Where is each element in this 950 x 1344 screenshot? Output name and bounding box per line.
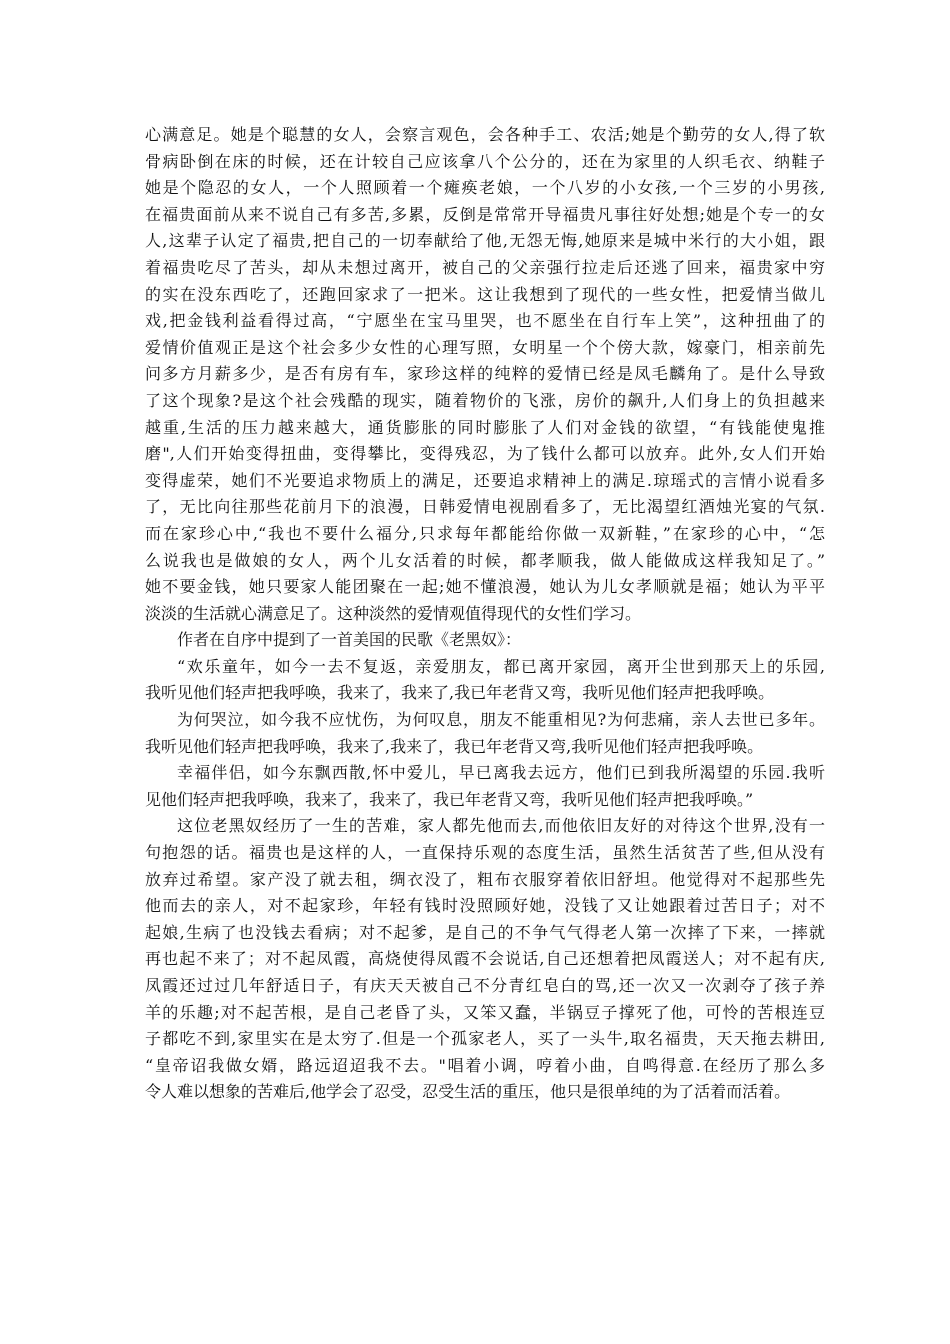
text-line: 变得虚荣，她们不光要追求物质上的满足，还要追求精神上的满足.琼瑶式的言情小说看多: [145, 470, 825, 490]
text-line: 再也起不来了；对不起凤霞，高烧使得凤霞不会说话,自己还想着把凤霞送人；对不起有庆,: [145, 949, 825, 969]
text-line: 为何哭泣，如今我不应忧伤，为何叹息，朋友不能重相见?为何悲痛，亲人去世已多年。: [177, 710, 825, 730]
text-line: 见他们轻声把我呼唤，我来了，我来了，我已年老背又弯，我听见他们轻声把我呼唤。”: [145, 789, 754, 809]
paragraph-5: [145, 760, 825, 813]
paragraph-4: [145, 707, 825, 760]
text-line: 心满意足。她是个聪慧的女人，会察言观色，会各种手工、农活;她是个勤劳的女人,得了软: [145, 125, 825, 144]
text-line: 令人难以想象的苦难后,他学会了忍受，忍受生活的重压，他只是很单纯的为了活着而活着。: [145, 1082, 791, 1102]
text-line: 在福贵面前从来不说自己有多苦,多累，反倒是常常开导福贵凡事往好处想;她是个专一的女: [145, 204, 825, 224]
text-line: 她不要金钱，她只要家人能团聚在一起;她不懂浪漫，她认为儿女孝顺就是福；她认为平平: [145, 577, 825, 597]
text-line: 起娘,生病了也没钱去看病；对不起爹，是自己的不争气气得老人第一次摔了下来，一摔就: [145, 922, 825, 942]
text-line: 放弃过希望。家产没了就去租，绸衣没了，粗布衣服穿着依旧舒坦。他觉得对不起那些先: [145, 869, 825, 889]
text-line: 越重,生活的压力越来越大，通货膨胀的同时膨胀了人们对金钱的欲望，“有钱能使鬼推: [145, 417, 825, 437]
text-line: 骨病卧倒在床的时候，还在计较自己应该拿八个公分的，还在为家里的人织毛衣、纳鞋子: [145, 151, 825, 171]
text-line: 作者在自序中提到了一首美国的民歌《老黑奴》：: [177, 630, 522, 650]
paragraph-1: [145, 122, 825, 627]
text-line: “欢乐童年，如今一去不复返，亲爱朋友，都已离开家园，离开尘世到那天上的乐园,: [177, 656, 825, 676]
text-line: 幸福伴侣，如今东飘西散,怀中爱儿，早已离我去远方，他们已到我所渴望的乐园.我听: [177, 763, 825, 783]
text-line: 她是个隐忍的女人，一个人照顾着一个瘫痪老娘，一个八岁的小女孩,一个三岁的小男孩,: [145, 178, 825, 198]
text-line: 句抱怨的话。福贵也是这样的人，一直保持乐观的态度生活，虽然生活贫苦了些,但从没有: [145, 843, 825, 863]
paragraph-3: [145, 654, 825, 707]
text-line: 我听见他们轻声把我呼唤，我来了，我来了,我已年老背又弯，我听见他们轻声把我呼唤。: [145, 683, 775, 703]
text-line: 羊的乐趣;对不起苦根，是自己老昏了头，又笨又蠢，半锅豆子撑死了他，可怜的苦根连豆: [145, 1002, 825, 1022]
text-line: 着福贵吃尽了苦头，却从未想过离开，被自己的父亲强行拉走后还逃了回来，福贵家中穷: [145, 257, 825, 277]
text-line: 磨",人们开始变得扭曲，变得攀比，变得残忍，为了钱什么都可以放弃。此外,女人们开始: [145, 444, 825, 464]
text-line: 了这个现象?是这个社会残酷的现实，随着物价的飞涨，房价的飙升,人们身上的负担越来: [145, 390, 825, 410]
text-line: 而在家珍心中,“我也不要什么福分,只求每年都能给你做一双新鞋，”在家珍的心中，“怎: [145, 523, 825, 543]
text-line: 的实在没东西吃了，还跑回家求了一把米。这让我想到了现代的一些女性，把爱情当做儿: [145, 284, 825, 304]
paragraph-6: [145, 813, 825, 1106]
text-line: 么说我也是做娘的女人，两个儿女活着的时候，都孝顺我，做人能做成这样我知足了。”: [145, 550, 825, 570]
text-line: 他而去的亲人，对不起家珍，年轻有钱时没照顾好她，没钱了又让她跟着过苦日子；对不: [145, 896, 825, 916]
text-line: 人,这辈子认定了福贵,把自己的一切奉献给了他,无怨无悔,她原来是城中米行的大小姐，跟: [145, 231, 825, 251]
text-line: 这位老黑奴经历了一生的苦难，家人都先他而去,而他依旧友好的对待这个世界,没有一: [177, 816, 825, 836]
text-line: 问多方月薪多少，是否有房有车，家珍这样的纯粹的爱情已经是凤毛麟角了。是什么导致: [145, 364, 825, 384]
text-line: 凤霞还过过几年舒适日子，有庆天天被自己不分青红皂白的骂,还一次又一次剥夺了孩子养: [145, 976, 825, 995]
text-line: “皇帝诏我做女婿，路远迢迢我不去。"唱着小调，哼着小曲，自鸣得意.在经历了那么多: [145, 1055, 825, 1075]
text-line: 了，无比向往那些花前月下的浪漫，日韩爱情电视剧看多了，无比渴望红酒烛光宴的气氛.: [145, 497, 825, 517]
text-line: 我听见他们轻声把我呼唤，我来了,我来了，我已年老背又弯,我听见他们轻声把我呼唤。: [145, 736, 764, 756]
body-text: [145, 122, 825, 1106]
text-line: 戏,把金钱利益看得过高，“宁愿坐在宝马里哭，也不愿坐在自行车上笑”，这种扭曲了的: [145, 311, 825, 331]
text-line: 子都吃不到,家里实在是太穷了.但是一个孤家老人，买了一头牛,取名福贵，天天拖去耕田,: [145, 1029, 825, 1049]
paragraph-2: [145, 627, 825, 654]
text-line: 爱情价值观正是这个社会多少女性的心理写照，女明星一个个傍大款，嫁豪门，相亲前先: [145, 337, 825, 357]
text-line: 淡淡的生活就心满意足了。这种淡然的爱情观值得现代的女性们学习。: [145, 603, 642, 623]
